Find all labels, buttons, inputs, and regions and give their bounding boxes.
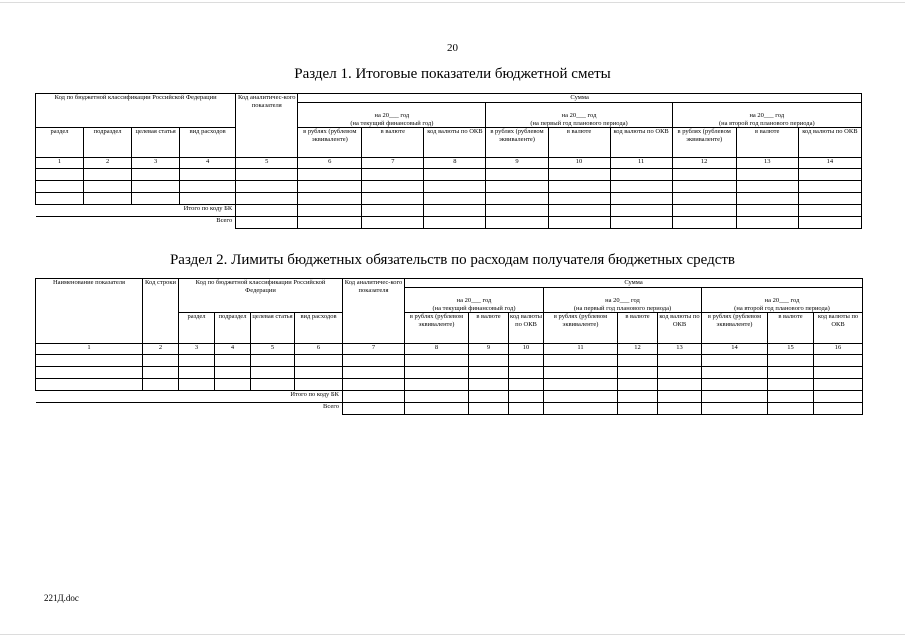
col-expense-type: вид расходов	[180, 128, 236, 158]
col-currency: в валюте	[548, 128, 610, 158]
col-rub: в рублях (рублевом эквиваленте)	[298, 128, 362, 158]
column-number: 8	[424, 158, 486, 169]
col-okv: код валюты по ОКВ	[798, 128, 861, 158]
section1-table	[35, 93, 862, 229]
total-bk-label: Итого по коду БК	[36, 391, 343, 403]
row-code-header: Код строки	[143, 279, 179, 344]
table-row	[36, 355, 863, 367]
column-number: 9	[486, 158, 548, 169]
column-number: 4	[215, 344, 251, 355]
bk-code-header: Код по бюджетной классификации Российской Федерации	[36, 94, 236, 128]
col-okv: код валюты по ОКВ	[814, 313, 863, 344]
total-row	[36, 403, 863, 415]
table-row	[36, 169, 862, 181]
bk-code-header: Код по бюджетной классификации Российской Федерации	[179, 279, 343, 313]
column-number: 6	[298, 158, 362, 169]
column-number: 10	[509, 344, 544, 355]
column-number: 14	[798, 158, 861, 169]
section1-title: Раздел 1. Итоговые показатели бюджетной сметы	[294, 66, 611, 82]
period-plan1: на 20___ год (на первый год планового периода)	[486, 103, 672, 128]
period-plan2: на 20___ год (на второй год планового периода)	[672, 103, 861, 128]
col-okv: код валюты по ОКВ	[509, 313, 544, 344]
total-bk-row	[36, 391, 863, 403]
column-number: 3	[179, 344, 215, 355]
col-expense-type: вид расходов	[295, 313, 343, 344]
col-okv: код валюты по ОКВ	[610, 128, 672, 158]
col-razdel: раздел	[36, 128, 84, 158]
col-currency: в валюте	[618, 313, 658, 344]
indicator-header: Наименование показателя	[36, 279, 143, 344]
period-current: на 20___ год (на текущий финансовый год)	[405, 288, 544, 313]
col-podrazdel: подраздел	[215, 313, 251, 344]
sum-header: Сумма	[298, 94, 862, 103]
column-number: 14	[702, 344, 768, 355]
column-number: 11	[610, 158, 672, 169]
total-bk-row	[36, 205, 862, 217]
col-podrazdel: подраздел	[84, 128, 132, 158]
col-rub: в рублях (рублевом эквиваленте)	[405, 313, 469, 344]
sum-header: Сумма	[405, 279, 863, 288]
column-numbers-row	[36, 344, 863, 355]
column-number: 7	[362, 158, 424, 169]
column-number: 12	[672, 158, 736, 169]
column-number: 16	[814, 344, 863, 355]
analytic-code-header: Код аналитичес-кого показателя	[236, 94, 298, 158]
column-number: 1	[36, 158, 84, 169]
total-row	[36, 217, 862, 229]
section2-table	[35, 278, 863, 415]
column-number: 2	[84, 158, 132, 169]
column-number: 7	[343, 344, 405, 355]
column-number: 4	[180, 158, 236, 169]
col-razdel: раздел	[179, 313, 215, 344]
column-number: 11	[544, 344, 618, 355]
table-row	[36, 181, 862, 193]
column-numbers-row	[36, 158, 862, 169]
column-number: 12	[618, 344, 658, 355]
col-currency: в валюте	[362, 128, 424, 158]
total-bk-label: Итого по коду БК	[36, 205, 236, 217]
column-number: 13	[658, 344, 702, 355]
column-number: 1	[36, 344, 143, 355]
column-number: 6	[295, 344, 343, 355]
section2-title: Раздел 2. Лимиты бюджетных обязательств по расходам получателя бюджетных средств	[169, 252, 736, 268]
col-currency: в валюте	[469, 313, 509, 344]
column-number: 10	[548, 158, 610, 169]
table-row	[36, 379, 863, 391]
col-target-article: целевая статья	[132, 128, 180, 158]
footer-filename: 221Д.doc	[44, 593, 79, 603]
col-rub: в рублях (рублевом эквиваленте)	[486, 128, 548, 158]
column-number: 13	[736, 158, 798, 169]
col-okv: код валюты по ОКВ	[424, 128, 486, 158]
column-number: 5	[236, 158, 298, 169]
col-okv: код валюты по ОКВ	[658, 313, 702, 344]
analytic-code-header: Код аналитичес-кого показателя	[343, 279, 405, 344]
column-number: 15	[768, 344, 814, 355]
col-currency: в валюте	[736, 128, 798, 158]
table-row	[36, 193, 862, 205]
scan-edge-top	[0, 2, 905, 3]
scan-edge-bottom	[0, 634, 905, 635]
total-label: Всего	[36, 403, 343, 415]
col-currency: в валюте	[768, 313, 814, 344]
col-rub: в рублях (рублевом эквиваленте)	[672, 128, 736, 158]
col-rub: в рублях (рублевом эквиваленте)	[702, 313, 768, 344]
col-target-article: целевая статья	[251, 313, 295, 344]
period-current: на 20___ год (на текущий финансовый год)	[298, 103, 486, 128]
period-plan2: на 20___ год (на второй год планового периода)	[702, 288, 863, 313]
column-number: 5	[251, 344, 295, 355]
total-label: Всего	[36, 217, 236, 229]
column-number: 2	[143, 344, 179, 355]
column-number: 8	[405, 344, 469, 355]
column-number: 3	[132, 158, 180, 169]
page-number: 20	[447, 42, 458, 54]
column-number: 9	[469, 344, 509, 355]
col-rub: в рублях (рублевом эквиваленте)	[544, 313, 618, 344]
table-row	[36, 367, 863, 379]
period-plan1: на 20___ год (на первый год планового периода)	[544, 288, 702, 313]
